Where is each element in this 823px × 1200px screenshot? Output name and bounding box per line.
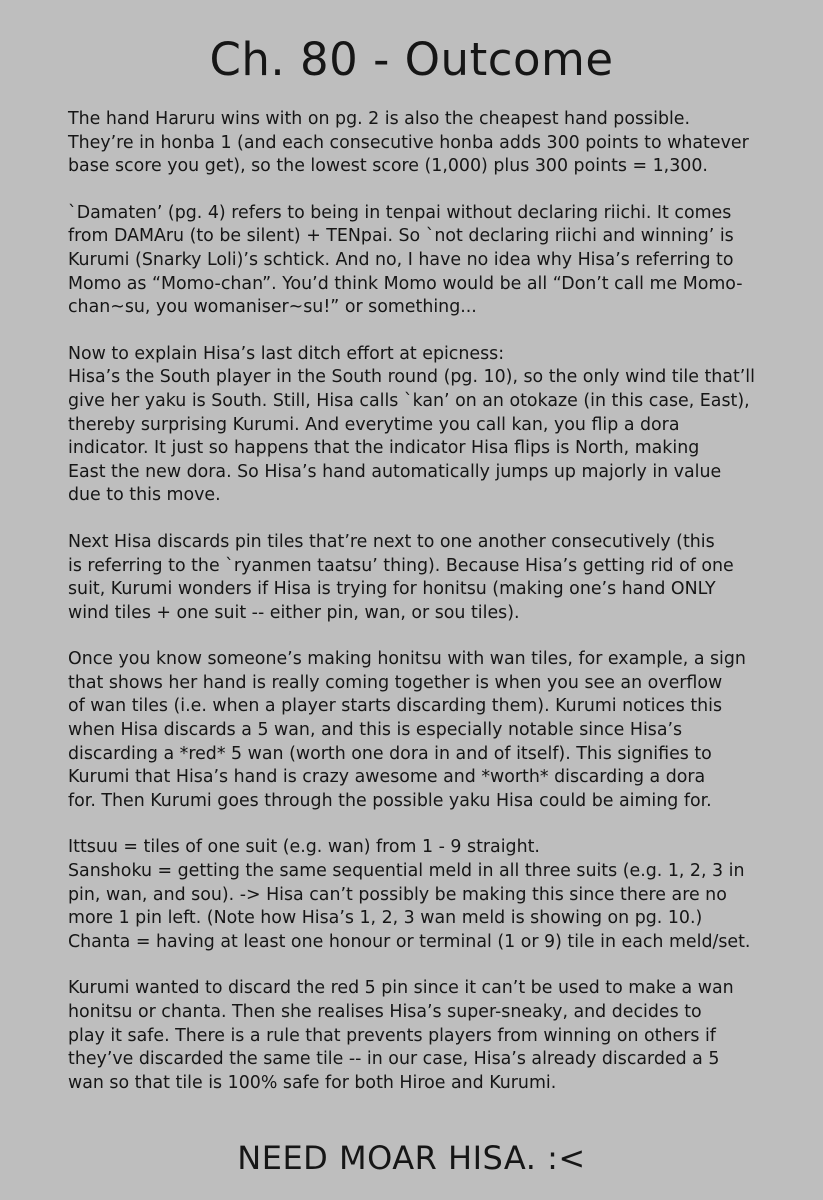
text-line: thereby surprising Kurumi. And everytime you call kan, you flip a dora (68, 414, 680, 435)
text-line: Kurumi (Snarky Loli)’s schtick. And no, I have no idea why Hisa’s referring to (68, 249, 734, 270)
text-line: suit, Kurumi wonders if Hisa is trying for honitsu (making one’s hand ONLY (68, 579, 716, 600)
paragraph (68, 977, 790, 1095)
text-line: indicator. It just so happens that the indicator Hisa flips is North, making (68, 438, 700, 459)
text-line: pin, wan, and sou). -> Hisa can’t possibly be making this since there are no (68, 884, 727, 905)
footer-text: NEED MOAR HISA. :< (237, 1139, 586, 1177)
paragraph (68, 202, 790, 320)
paragraph (68, 108, 790, 179)
text-line: Hisa’s the South player in the South round (pg. 10), so the only wind tile that’ll (68, 367, 755, 388)
text-line: Kurumi that Hisa’s hand is crazy awesome and *worth* discarding a dora (68, 767, 706, 788)
text-line: They’re in honba 1 (and each consecutive honba adds 300 points to whatever (68, 132, 749, 153)
text-line: `Damaten’ (pg. 4) refers to being in tenpai without declaring riichi. It comes (68, 202, 732, 223)
text-line: due to this move. (68, 485, 221, 506)
text-line: The hand Haruru wins with on pg. 2 is also the cheapest hand possible. (68, 109, 691, 129)
text-line: Ittsuu = tiles of one suit (e.g. wan) from 1 - 9 straight. (68, 837, 540, 858)
text-line: Now to explain Hisa’s last ditch effort at epicness: (68, 343, 505, 364)
text-line: wan so that tile is 100% safe for both Hiroe and Kurumi. (68, 1072, 557, 1093)
text-line: Chanta = having at least one honour or terminal (1 or 9) tile in each meld/set. (68, 931, 751, 952)
text-line: Next Hisa discards pin tiles that’re next to one another consecutively (this (68, 531, 715, 552)
text-line: from DAMAru (to be silent) + TENpai. So `not declaring riichi and winning’ is (68, 226, 734, 247)
text-line: give her yaku is South. Still, Hisa calls `kan’ on an otokaze (in this case, East), (68, 390, 750, 411)
text-line: when Hisa discards a 5 wan, and this is especially notable since Hisa’s (68, 720, 683, 741)
text-line: base score you get), so the lowest score (1,000) plus 300 points = 1,300. (68, 156, 708, 177)
text-line: play it safe. There is a rule that prevents players from winning on others if (68, 1025, 716, 1046)
paragraph (68, 836, 790, 954)
text-line: wind tiles + one suit -- either pin, wan, or sou tiles). (68, 602, 520, 623)
paragraph (68, 531, 790, 625)
text-line: honitsu or chanta. Then she realises Hisa’s super-sneaky, and decides to (68, 1002, 702, 1022)
text-line: Sanshoku = getting the same sequential meld in all three suits (e.g. 1, 2, 3 in (68, 861, 745, 882)
text-line: East the new dora. So Hisa’s hand automatically jumps up majorly in value (68, 461, 722, 482)
notes-body (68, 108, 790, 1118)
paragraph (68, 343, 790, 508)
text-line: is referring to the `ryanmen taatsu’ thing). Because Hisa’s getting rid of one (68, 555, 734, 576)
text-line: more 1 pin left. (Note how Hisa’s 1, 2, 3 wan meld is showing on pg. 10.) (68, 908, 703, 929)
text-line: Once you know someone’s making honitsu with wan tiles, for example, a sign (68, 649, 746, 670)
text-line: chan~su, you womaniser~su!” or something... (68, 297, 477, 318)
text-line: of wan tiles (i.e. when a player starts discarding them). Kurumi notices this (68, 696, 723, 717)
text-line: that shows her hand is really coming together is when you see an overflow (68, 672, 723, 693)
text-line: Kurumi wanted to discard the red 5 pin since it can’t be used to make a wan (68, 978, 734, 999)
text-line: they’ve discarded the same tile -- in our case, Hisa’s already discarded a 5 (68, 1049, 720, 1070)
text-line: for. Then Kurumi goes through the possible yaku Hisa could be aiming for. (68, 790, 712, 811)
paragraph (68, 648, 790, 813)
text-line: Momo as “Momo-chan”. You’d think Momo would be all “Don’t call me Momo- (68, 273, 743, 294)
text-line: discarding a *red* 5 wan (worth one dora in and of itself). This signifies to (68, 743, 712, 764)
page-title: Ch. 80 - Outcome (209, 33, 614, 86)
